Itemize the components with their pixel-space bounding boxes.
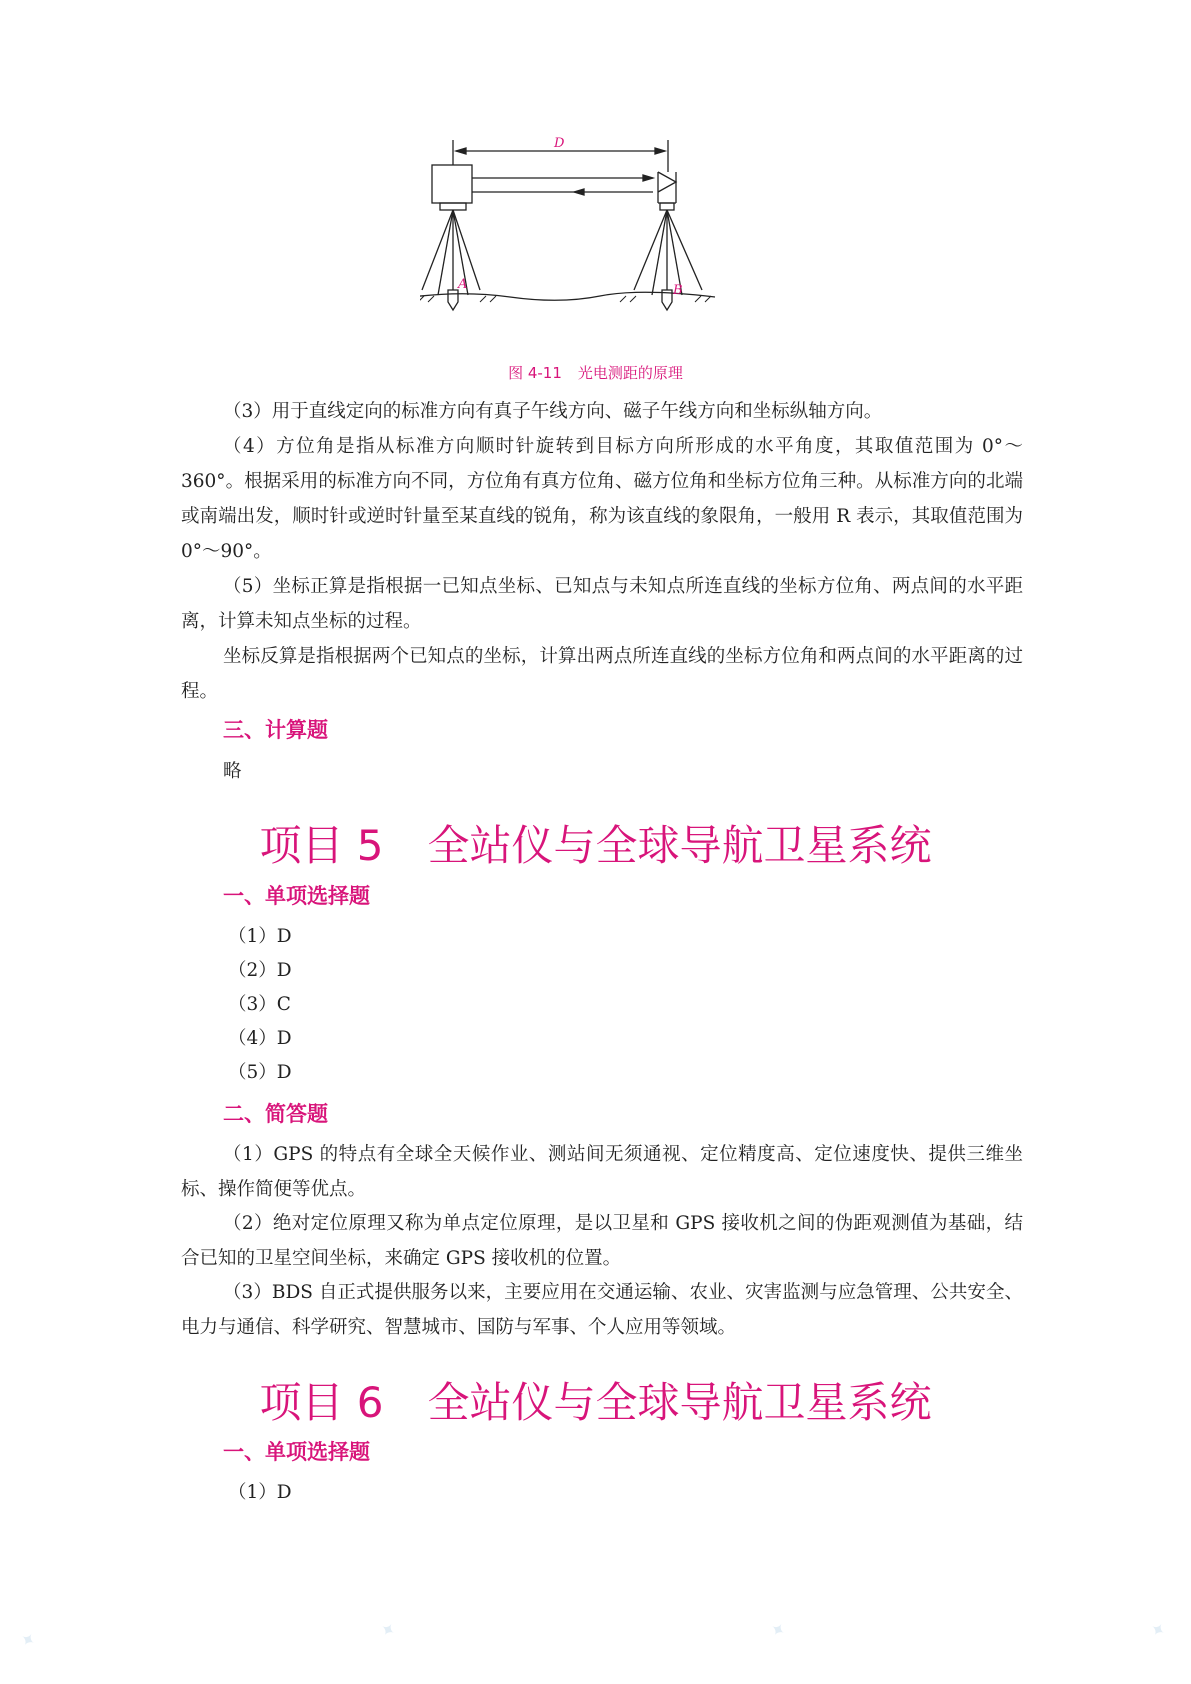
project-6-number: 项目 6 xyxy=(259,1378,384,1427)
calc-content: 略 xyxy=(223,761,242,782)
paragraph-3: （3）用于直线定向的标准方向有真子午线方向、磁子午线方向和坐标纵轴方向。 xyxy=(223,401,883,422)
paragraph-4: （4）方位角是指从标准方向顺时针旋转到目标方向所形成的水平角度，其取值范围为 0°～360°。根据采用的标准方向不同，方位角有真方位角、磁方位角和坐标方位角三种。从标准方向的北端或南端出发，顺时针或逆时针量至某直线的锐角，称为该直线的象限角，一般用 R 表示，其取值范围为 0°～90°。 xyxy=(181,436,1023,562)
label-d: D xyxy=(554,136,565,151)
p5-answer-4: （4）D xyxy=(228,1028,292,1049)
project-5-name: 全站仪与全球导航卫星系统 xyxy=(427,821,932,870)
p5-answer-5: （5）D xyxy=(228,1062,292,1083)
watermark-mark: ✦ xyxy=(15,1627,40,1654)
p6-choice-heading: 一、单项选择题 xyxy=(223,1440,370,1464)
figure-caption xyxy=(0,362,1191,383)
calc-heading: 三、计算题 xyxy=(223,718,328,742)
distance-measurement-diagram xyxy=(420,130,730,330)
p5-short-heading: 二、简答题 xyxy=(223,1102,328,1126)
paragraph-5: （5）坐标正算是指根据一已知点坐标、已知点与未知点所连直线的坐标方位角、两点间的水平距离，计算未知点坐标的过程。 xyxy=(181,576,1023,632)
p5-answer-3: （3）C xyxy=(228,994,291,1015)
p5-answer-1: （1）D xyxy=(228,926,292,947)
watermark-mark: ✦ xyxy=(765,1617,790,1644)
p6-answer-1: （1）D xyxy=(228,1482,292,1503)
project-6-title xyxy=(0,1370,1191,1430)
project-5-number: 项目 5 xyxy=(259,821,384,870)
p5-short-2: （2）绝对定位原理又称为单点定位原理，是以卫星和 GPS 接收机之间的伪距观测值为基础，结合已知的卫星空间坐标，来确定 GPS 接收机的位置。 xyxy=(181,1213,1023,1269)
caption-number: 图 4-11 xyxy=(508,364,562,382)
p5-answer-2: （2）D xyxy=(228,960,292,981)
project-5-title xyxy=(0,813,1191,873)
watermark-mark: ✦ xyxy=(375,1617,400,1644)
project-6-name: 全站仪与全球导航卫星系统 xyxy=(427,1378,932,1427)
figure-distance-measurement xyxy=(0,130,1191,340)
caption-text: 光电测距的原理 xyxy=(577,364,683,382)
p5-choice-heading: 一、单项选择题 xyxy=(223,884,370,908)
p5-short-3: （3）BDS 自正式提供服务以来，主要应用在交通运输、农业、灾害监测与应急管理、公共安全、电力与通信、科学研究、智慧城市、国防与军事、个人应用等领域。 xyxy=(181,1282,1023,1338)
label-b: B xyxy=(673,283,683,298)
p5-short-1: （1）GPS 的特点有全球全天候作业、测站间无须通视、定位精度高、定位速度快、提供三维坐标、操作简便等优点。 xyxy=(181,1144,1023,1200)
label-a: A xyxy=(458,277,468,292)
paragraph-6: 坐标反算是指根据两个已知点的坐标，计算出两点所连直线的坐标方位角和两点间的水平距离的过程。 xyxy=(181,646,1023,702)
watermark-mark: ✦ xyxy=(1145,1617,1170,1644)
